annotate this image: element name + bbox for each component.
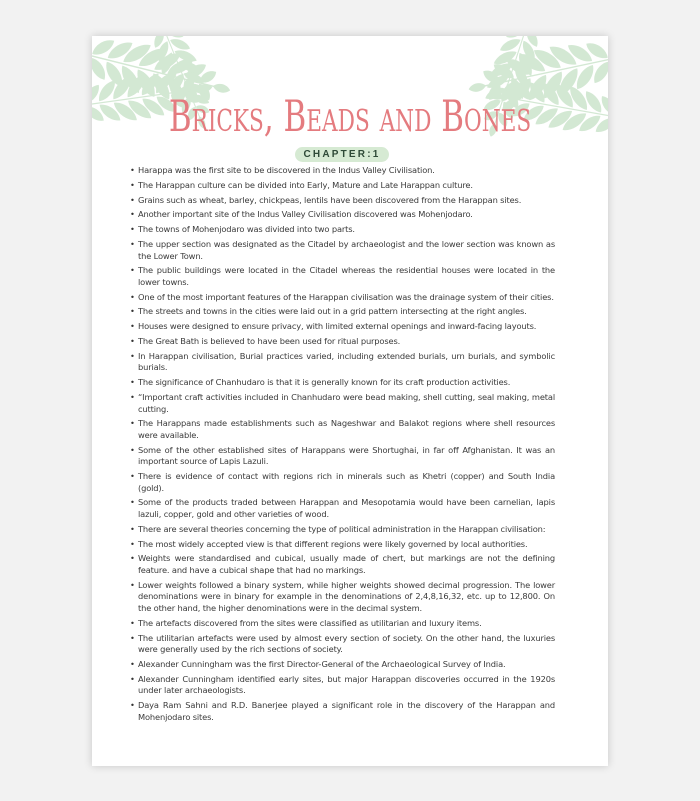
list-item: • There is evidence of contact with regions rich in minerals such as Khetri (copper) and South India (gold). <box>130 471 555 494</box>
list-item: • The upper section was designated as the Citadel by archaeologist and the lower section was known as the Lower Town. <box>130 239 555 262</box>
chapter-badge: CHAPTER:1 <box>295 147 389 162</box>
list-item: • The public buildings were located in the Citadel whereas the residential houses were located in the lower towns. <box>130 265 555 288</box>
list-item: • Alexander Cunningham identified early sites, but major Harappan discoveries occurred in the 1920s under later archaeologists. <box>130 674 555 697</box>
list-item: • Houses were designed to ensure privacy, with limited external openings and inward-facing layouts. <box>130 321 555 333</box>
list-item: • The artefacts discovered from the sites were classified as utilitarian and luxury items. <box>130 618 555 630</box>
list-item: • Lower weights followed a binary system, while higher weights showed decimal progression. The lower denominations were in binary for example in the denominations of 2,4,8,16,32, etc. up to 12,800. On the other hand, the higher denominations were in the decimal system. <box>130 580 555 615</box>
list-item: • Alexander Cunningham was the first Director-General of the Archaeological Survey of India. <box>130 659 555 671</box>
list-item: • Harappa was the first site to be discovered in the Indus Valley Civilisation. <box>130 165 555 177</box>
list-item: • The Great Bath is believed to have been used for ritual purposes. <box>130 336 555 348</box>
list-item: • “Important craft activities included in Chanhudaro were bead making, shell cutting, seal making, metal cutting. <box>130 392 555 415</box>
list-item: • The significance of Chanhudaro is that it is generally known for its craft production activities. <box>130 377 555 389</box>
list-item: • The towns of Mohenjodaro was divided into two parts. <box>130 224 555 236</box>
list-item: • The streets and towns in the cities were laid out in a grid pattern intersecting at the right angles. <box>130 306 555 318</box>
list-item: • Daya Ram Sahni and R.D. Banerjee played a significant role in the discovery of the Harappan and Mohenjodaro sites. <box>130 700 555 723</box>
list-item: • The utilitarian artefacts were used by almost every section of society. On the other hand, the luxuries were generally used by the rich sections of society. <box>130 633 555 656</box>
list-item: • In Harappan civilisation, Burial practices varied, including extended burials, urn burials, and symbolic burials. <box>130 351 555 374</box>
list-item: • There are several theories concerning the type of political administration in the Harappan civilisation: <box>130 524 555 536</box>
list-item: • One of the most important features of the Harappan civilisation was the drainage system of their cities. <box>130 292 555 304</box>
document-page <box>92 36 608 766</box>
list-item: • The Harappans made establishments such as Nageshwar and Balakot regions where shell resources were available. <box>130 418 555 441</box>
list-item: • The Harappan culture can be divided into Early, Mature and Late Harappan culture. <box>130 180 555 192</box>
list-item: • Weights were standardised and cubical, usually made of chert, but markings are not the defining feature. and have a cubical shape that had no markings. <box>130 553 555 576</box>
list-item: • Some of the products traded between Harappan and Mesopotamia would have been carnelian, lapis lazuli, copper, gold and other varieties of wood. <box>130 497 555 520</box>
bullet-list <box>130 165 555 726</box>
list-item: • Some of the other established sites of Harappans were Shortughai, in far off Afghanistan. It was an important source of Lapis Lazuli. <box>130 445 555 468</box>
list-item: • The most widely accepted view is that different regions were likely governed by local authorities. <box>130 539 555 551</box>
list-item: • Grains such as wheat, barley, chickpeas, lentils have been discovered from the Harappan sites. <box>130 195 555 207</box>
list-item: • Another important site of the Indus Valley Civilisation discovered was Mohenjodaro. <box>130 209 555 221</box>
page-title: Bricks, Beads and Bones <box>168 92 532 142</box>
